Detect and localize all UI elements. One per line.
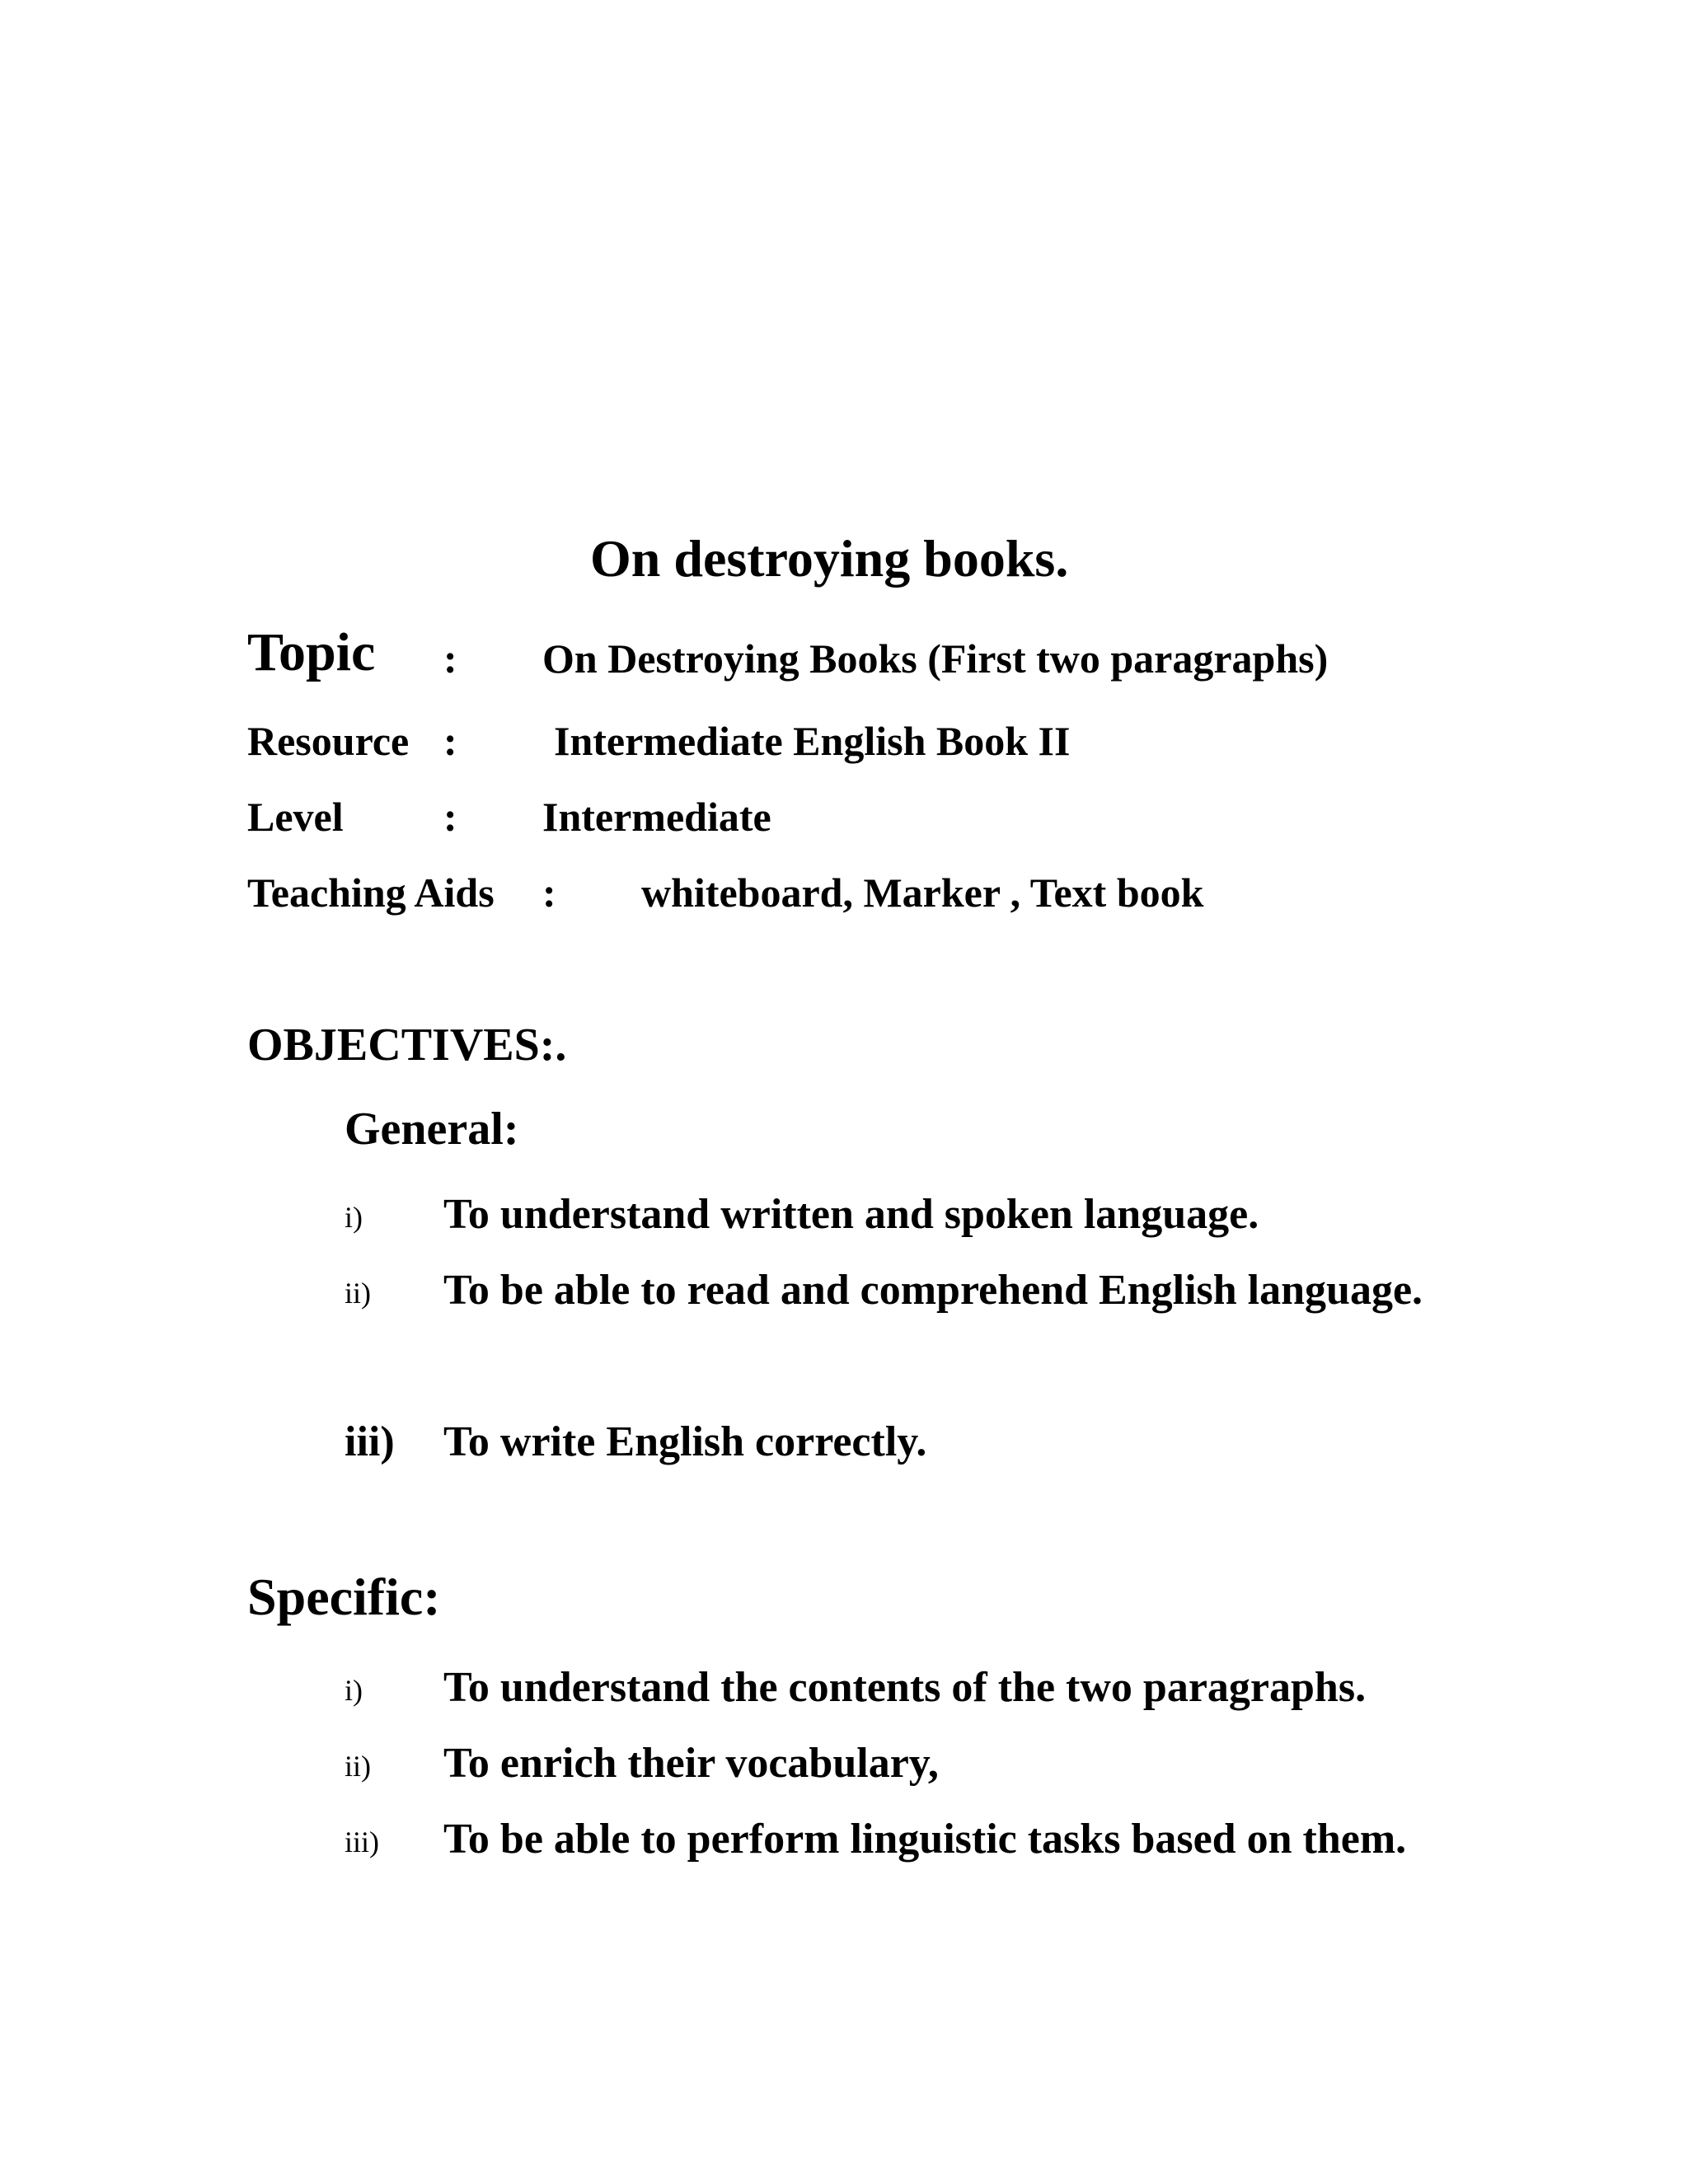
list-text: To understand written and spoken language. [443,1191,1259,1238]
meta-colon: : [443,718,457,764]
meta-label: Topic [247,622,376,682]
meta-label: Teaching Aids [247,869,495,916]
meta-colon: : [443,794,457,840]
meta-colon: : [542,869,556,916]
meta-colon: : [443,635,457,682]
list-marker: i) [345,1674,363,1707]
meta-value: Intermediate English Book II [554,718,1071,764]
meta-value: whiteboard, Marker , Text book [641,869,1204,916]
list-marker: iii) [345,1418,395,1465]
general-heading: General: [345,1104,519,1155]
list-text: To be able to read and comprehend English language. [443,1267,1423,1314]
list-text: To enrich their vocabulary, [443,1740,939,1787]
list-marker: iii) [345,1825,379,1858]
specific-heading: Specific: [247,1568,441,1626]
meta-value: On Destroying Books (First two paragraphs) [542,635,1329,682]
list-text: To understand the contents of the two paragraphs. [443,1664,1367,1711]
list-text: To write English correctly. [443,1418,927,1465]
list-marker: ii) [345,1277,371,1310]
page-title: On destroying books. [590,529,1069,588]
list-marker: ii) [345,1750,371,1783]
meta-label: Resource [247,718,410,764]
objectives-heading: OBJECTIVES:. [247,1019,567,1071]
list-text: To be able to perform linguistic tasks based on them. [443,1816,1407,1863]
meta-label: Level [247,794,344,840]
list-marker: i) [345,1201,363,1234]
meta-value: Intermediate [542,794,771,840]
